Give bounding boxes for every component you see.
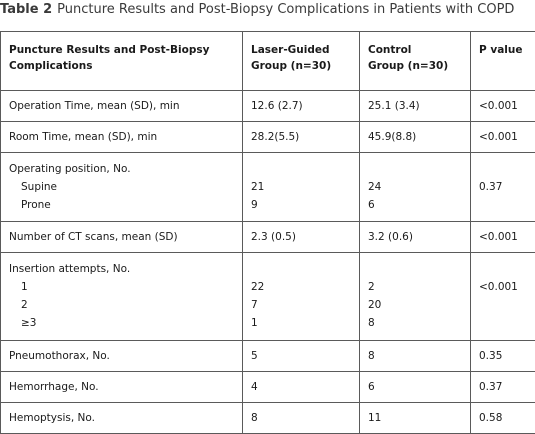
cell-control: 3.2 (0.6)	[360, 222, 471, 253]
table-title: Puncture Results and Post-Biopsy Complications in Patients with COPD	[57, 2, 514, 17]
cell-laser: 8	[243, 403, 360, 434]
cell-p-value: <0.001	[471, 91, 535, 122]
cell-p-value	[471, 153, 535, 222]
sublabel-2: 2	[9, 296, 236, 314]
value-prone-laser: 9	[251, 196, 353, 214]
header-measure-line2: Complications	[9, 58, 236, 74]
cell-control	[360, 253, 471, 341]
header-control-line1: Control	[368, 42, 464, 58]
value-3-plus-laser: 1	[251, 314, 353, 332]
header-control-line2: Group (n=30)	[368, 58, 464, 74]
cell-label: Number of CT scans, mean (SD)	[1, 222, 243, 253]
group-label: Insertion attempts, No.	[9, 260, 236, 278]
cell-label: Room Time, mean (SD), min	[1, 122, 243, 153]
cell-laser	[243, 153, 360, 222]
header-laser-group	[243, 32, 360, 91]
value-supine-control: 24	[368, 178, 464, 196]
results-table	[0, 31, 535, 434]
cell-label	[1, 253, 243, 341]
value-prone-control: 6	[368, 196, 464, 214]
cell-p-value: <0.001	[471, 222, 535, 253]
cell-laser: 12.6 (2.7)	[243, 91, 360, 122]
table-header-row	[1, 32, 535, 91]
cell-label: Pneumothorax, No.	[1, 341, 243, 372]
group-label: Operating position, No.	[9, 160, 236, 178]
value-1-laser: 22	[251, 278, 353, 296]
cell-control: 6	[360, 372, 471, 403]
table-row-hemorrhage	[1, 372, 535, 403]
cell-laser	[243, 253, 360, 341]
cell-p-value: 0.35	[471, 341, 535, 372]
cell-laser: 5	[243, 341, 360, 372]
value-2-control: 20	[368, 296, 464, 314]
table-row-pneumothorax	[1, 341, 535, 372]
table-number: Table 2	[0, 2, 52, 17]
value-2-laser: 7	[251, 296, 353, 314]
sublabel-1: 1	[9, 278, 236, 296]
cell-control: 11	[360, 403, 471, 434]
table-caption	[0, 0, 514, 22]
cell-label: Hemorrhage, No.	[1, 372, 243, 403]
sublabel-supine: Supine	[9, 178, 236, 196]
table-row-ct-scans	[1, 222, 535, 253]
table-row-hemoptysis	[1, 403, 535, 434]
header-laser-line1: Laser-Guided	[251, 42, 353, 58]
header-measure-line1: Puncture Results and Post-Biopsy	[9, 42, 236, 58]
cell-laser: 2.3 (0.5)	[243, 222, 360, 253]
value-supine-laser: 21	[251, 178, 353, 196]
cell-control	[360, 153, 471, 222]
sublabel-prone: Prone	[9, 196, 236, 214]
table-row-operation-time	[1, 91, 535, 122]
table-row-room-time	[1, 122, 535, 153]
cell-control: 8	[360, 341, 471, 372]
table-row-insertion-attempts	[1, 253, 535, 341]
header-measure	[1, 32, 243, 91]
cell-p-value	[471, 253, 535, 341]
cell-p-value: 0.58	[471, 403, 535, 434]
table-row-operating-position	[1, 153, 535, 222]
cell-control: 45.9(8.8)	[360, 122, 471, 153]
header-control-group	[360, 32, 471, 91]
cell-p-value: <0.001	[471, 122, 535, 153]
value-3-plus-control: 8	[368, 314, 464, 332]
cell-laser: 4	[243, 372, 360, 403]
cell-label: Hemoptysis, No.	[1, 403, 243, 434]
value-p: <0.001	[479, 278, 529, 296]
cell-label	[1, 153, 243, 222]
cell-control: 25.1 (3.4)	[360, 91, 471, 122]
header-laser-line2: Group (n=30)	[251, 58, 353, 74]
cell-label: Operation Time, mean (SD), min	[1, 91, 243, 122]
cell-p-value: 0.37	[471, 372, 535, 403]
sublabel-3-plus: ≥3	[9, 314, 236, 332]
value-1-control: 2	[368, 278, 464, 296]
value-p: 0.37	[479, 178, 529, 196]
cell-laser: 28.2(5.5)	[243, 122, 360, 153]
header-p-value: P value	[471, 32, 535, 91]
